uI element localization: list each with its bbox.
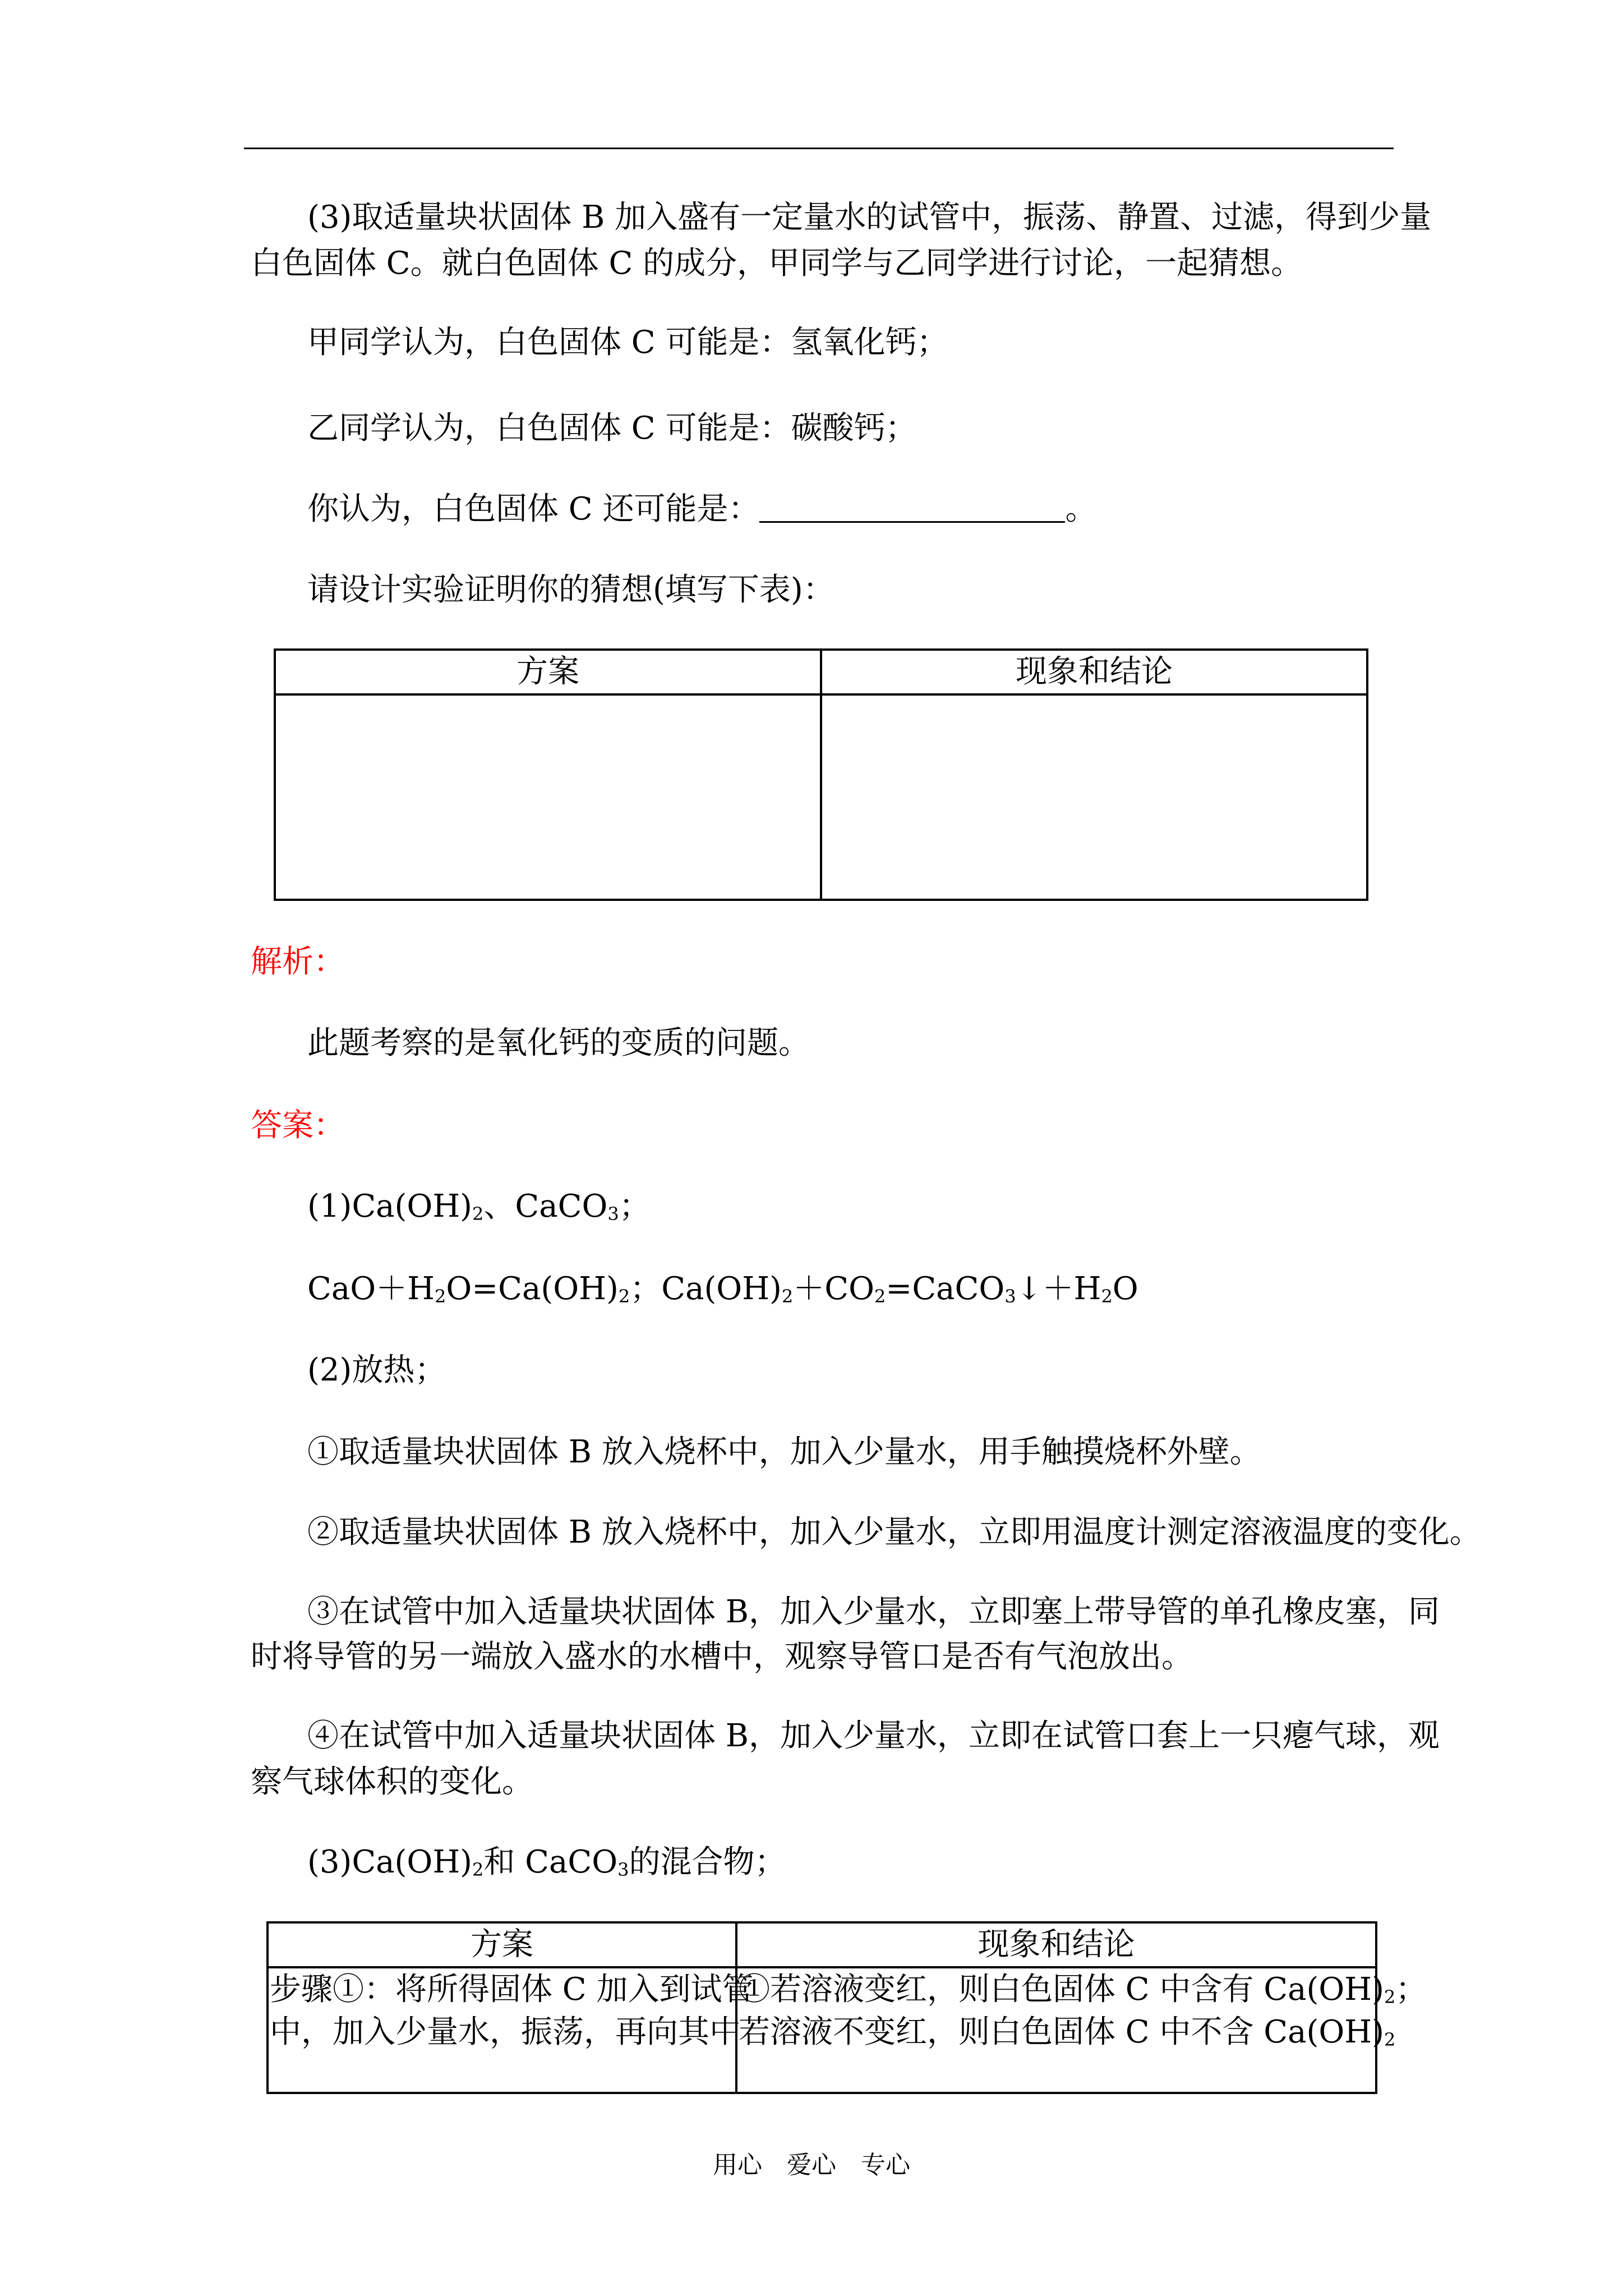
header-rule [244, 148, 1394, 149]
experiment-table-answer [266, 1921, 1427, 2094]
answer-label: 答案： [251, 1107, 345, 1144]
equations: $CaO+H_2O=Ca(OH)_2$；$Ca(OH)_2+CO_2=CaCO_3↓+H_2O$ [307, 1271, 1138, 1307]
plan-cell [268, 1967, 754, 2093]
your-guess-suffix: 。 [1065, 491, 1097, 527]
method-4-line-1: ④在试管中加入适量块状固体 B，加入少量水，立即在试管口套上一只瘪气球，观 [307, 1718, 1440, 1754]
jia-guess: 甲同学认为，白色固体 C 可能是：氢氧化钙； [307, 324, 948, 361]
plan-line-1: 步骤①：将所得固体 C 加入到试管 [270, 1971, 754, 2008]
answer-3: $(3)Ca(OH)_2$和 CaCO$_3$的混合物； [307, 1844, 786, 1880]
table-row [275, 694, 1367, 900]
col-plan: 方案 [268, 1922, 736, 1967]
method-1: ①取适量块状固体 B 放入烧杯中，加入少量水，用手触摸烧杯外壁。 [307, 1434, 1261, 1470]
analysis-text: 此题考察的是氧化钙的变质的问题。 [307, 1025, 810, 1061]
q3-line-1: (3)取适量块状固体 B 加入盛有一定量水的试管中，振荡、静置、过滤，得到少量 [307, 199, 1432, 236]
result-cell-empty[interactable] [821, 694, 1367, 900]
method-3-line-1: ③在试管中加入适量块状固体 B，加入少量水，立即塞上带导管的单孔橡皮塞，同 [307, 1594, 1440, 1630]
your-guess-prefix: 你认为，白色固体 C 还可能是： [307, 491, 760, 527]
q3-line-2: 白色固体 C。就白色固体 C 的成分，甲同学与乙同学进行讨论，一起猜想。 [251, 245, 1303, 282]
method-4-line-2: 察气球体积的变化。 [251, 1764, 533, 1800]
col-result: 现象和结论 [821, 650, 1367, 694]
answer-2: (2)放热； [307, 1352, 446, 1388]
result-line-2: 若溶液不变红，则白色固体 C 中不含 $Ca(OH)_2$ [739, 2014, 1396, 2050]
result-line-1: ①若溶液变红，则白色固体 C 中含有 $Ca(OH)_2$； [739, 1971, 1427, 2008]
result-cell [736, 1967, 1427, 2093]
plan-cell-empty[interactable] [275, 694, 821, 900]
table-header-row [268, 1922, 1376, 1967]
answer-blank[interactable] [759, 490, 1065, 523]
yi-guess: 乙同学认为，白色固体 C 可能是：碳酸钙； [307, 410, 917, 447]
design-instruction: 请设计实验证明你的猜想(填写下表)： [307, 572, 834, 608]
col-result: 现象和结论 [736, 1922, 1376, 1967]
your-guess [307, 487, 1096, 532]
page-footer: 用心 爱心 专心 [713, 2151, 910, 2179]
col-plan: 方案 [275, 650, 821, 694]
method-3-line-2: 时将导管的另一端放入盛水的水槽中，观察导管口是否有气泡放出。 [251, 1639, 1193, 1675]
plan-line-2: 中，加入少量水，振荡，再向其中 [270, 2014, 741, 2050]
analysis-label: 解析： [251, 944, 345, 980]
table-header-row [275, 650, 1367, 694]
table-row [268, 1967, 1376, 2093]
experiment-table-blank [274, 648, 1368, 901]
answer-1: $(1)Ca(OH)_2$、CaCO$_3$； [307, 1188, 651, 1225]
method-2: ②取适量块状固体 B 放入烧杯中，加入少量水，立即用温度计测定溶液温度的变化。 [307, 1514, 1481, 1550]
